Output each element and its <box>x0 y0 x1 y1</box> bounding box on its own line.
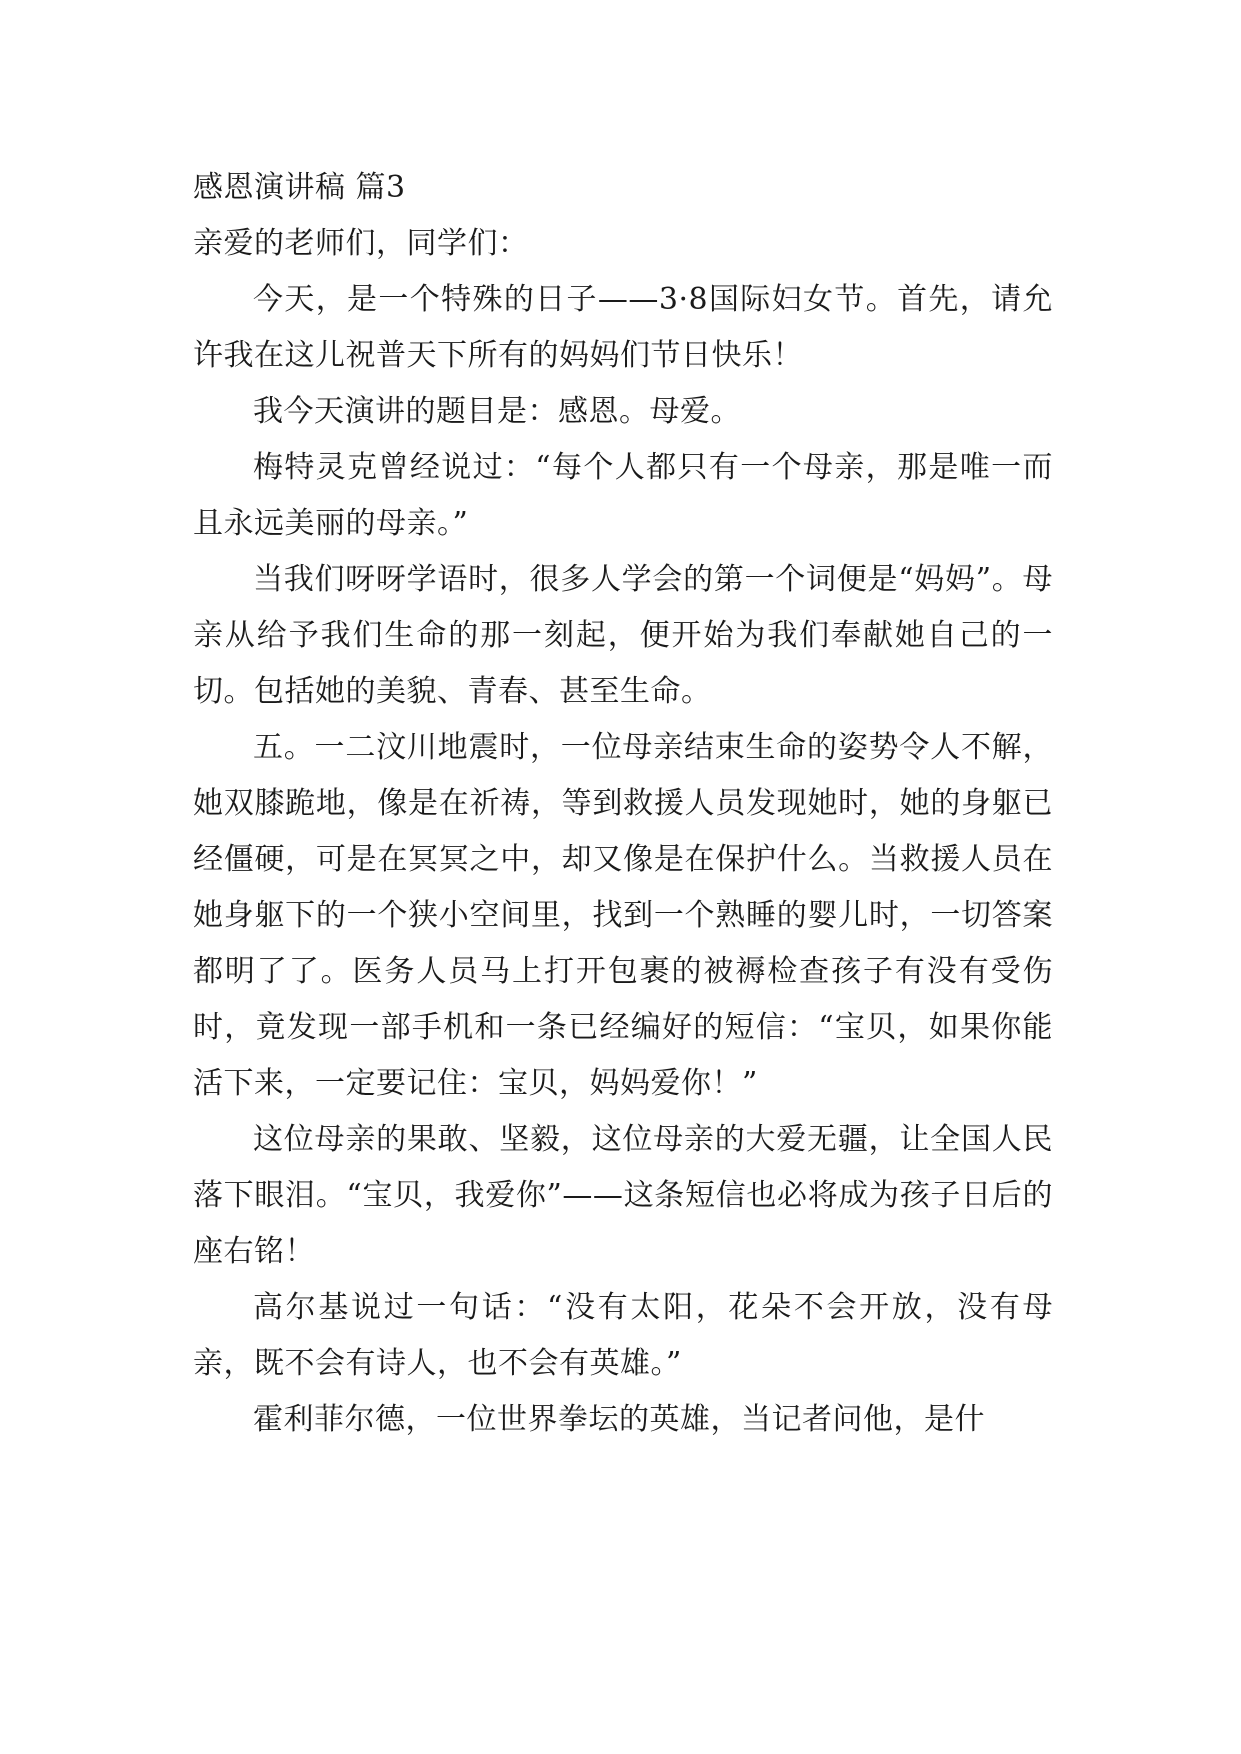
document-title: 感恩演讲稿 篇3 <box>193 170 406 205</box>
paragraph-4: 当我们呀呀学语时，很多人学会的第一个词便是“妈妈”。母亲从给予我们生命的那一刻起，便开始为我们奉献她自己的一切。包括她的美貌、青春、甚至生命。 <box>193 562 1053 709</box>
document-body <box>193 160 1053 1448</box>
paragraph-1: 今天，是一个特殊的日子——3·8国际妇女节。首先，请允许我在这儿祝普天下所有的妈妈们节日快乐！ <box>193 282 1053 373</box>
paragraph-7: 高尔基说过一句话：“没有太阳，花朵不会开放，没有母亲，既不会有诗人，也不会有英雄。” <box>193 1290 1053 1381</box>
paragraph-5: 五。一二汶川地震时，一位母亲结束生命的姿势令人不解，她双膝跪地，像是在祈祷，等到救援人员发现她时，她的身躯已经僵硬，可是在冥冥之中，却又像是在保护什么。当救援人员在她身躯下的一个狭小空间里，找到一个熟睡的婴儿时，一切答案都明了了。医务人员马上打开包裹的被褥检查孩子有没有受伤时，竟发现一部手机和一条已经编好的短信：“宝贝，如果你能活下来，一定要记住：宝贝，妈妈爱你！” <box>193 730 1053 1101</box>
paragraph-6: 这位母亲的果敢、坚毅，这位母亲的大爱无疆，让全国人民落下眼泪。“宝贝，我爱你”——这条短信也必将成为孩子日后的座右铭！ <box>193 1122 1053 1269</box>
paragraph-3: 梅特灵克曾经说过：“每个人都只有一个母亲，那是唯一而且永远美丽的母亲。” <box>193 450 1053 541</box>
paragraph-8: 霍利菲尔德，一位世界拳坛的英雄，当记者问他，是什 <box>253 1402 985 1437</box>
paragraph-2: 我今天演讲的题目是：感恩。母爱。 <box>253 394 741 429</box>
salutation: 亲爱的老师们，同学们： <box>193 226 529 261</box>
